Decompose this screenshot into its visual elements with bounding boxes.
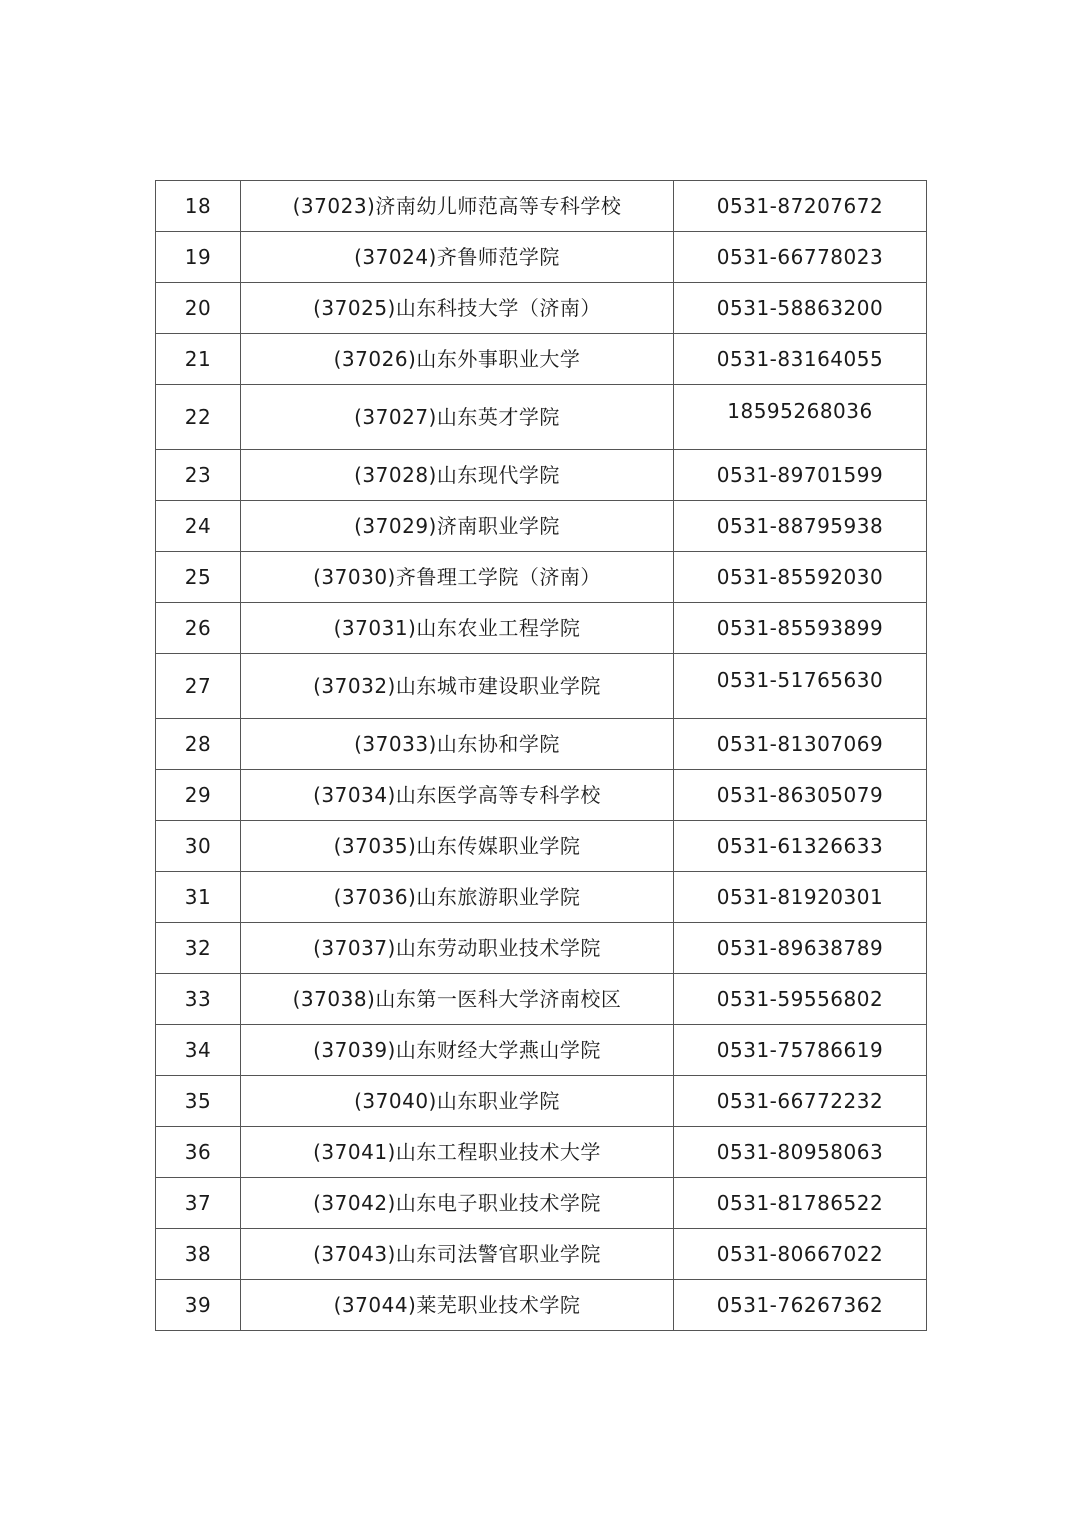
- row-index: 22: [156, 385, 241, 450]
- phone-number: 0531-86305079: [674, 770, 927, 821]
- table-row: [156, 719, 927, 770]
- table-row: [156, 1025, 927, 1076]
- school-name: (37041)山东工程职业技术大学: [241, 1127, 674, 1178]
- table-row: [156, 1178, 927, 1229]
- phone-number: 0531-81786522: [674, 1178, 927, 1229]
- phone-number: 0531-66778023: [674, 232, 927, 283]
- row-index: 28: [156, 719, 241, 770]
- phone-number: 0531-81307069: [674, 719, 927, 770]
- phone-number: 0531-51765630: [674, 654, 927, 719]
- table-row: [156, 1127, 927, 1178]
- table-row: [156, 1280, 927, 1331]
- table-row: [156, 334, 927, 385]
- school-contact-table: [155, 180, 927, 1331]
- school-name: (37025)山东科技大学（济南）: [241, 283, 674, 334]
- table-row: [156, 1229, 927, 1280]
- phone-number: 0531-58863200: [674, 283, 927, 334]
- school-name: (37035)山东传媒职业学院: [241, 821, 674, 872]
- table-row: [156, 283, 927, 334]
- table-row: [156, 821, 927, 872]
- school-name: (37033)山东协和学院: [241, 719, 674, 770]
- row-index: 36: [156, 1127, 241, 1178]
- row-index: 33: [156, 974, 241, 1025]
- table-row: [156, 232, 927, 283]
- row-index: 23: [156, 450, 241, 501]
- table-row: [156, 552, 927, 603]
- phone-number: 0531-80667022: [674, 1229, 927, 1280]
- row-index: 24: [156, 501, 241, 552]
- table-row: [156, 654, 927, 719]
- row-index: 18: [156, 181, 241, 232]
- school-name: (37042)山东电子职业技术学院: [241, 1178, 674, 1229]
- school-name: (37036)山东旅游职业学院: [241, 872, 674, 923]
- phone-number: 0531-80958063: [674, 1127, 927, 1178]
- row-index: 27: [156, 654, 241, 719]
- table-row: [156, 770, 927, 821]
- table-row: [156, 923, 927, 974]
- table-row: [156, 181, 927, 232]
- table-row: [156, 450, 927, 501]
- row-index: 30: [156, 821, 241, 872]
- row-index: 34: [156, 1025, 241, 1076]
- row-index: 20: [156, 283, 241, 334]
- school-name: (37039)山东财经大学燕山学院: [241, 1025, 674, 1076]
- row-index: 21: [156, 334, 241, 385]
- phone-number: 0531-89701599: [674, 450, 927, 501]
- table-row: [156, 385, 927, 450]
- school-name: (37031)山东农业工程学院: [241, 603, 674, 654]
- phone-number: 0531-75786619: [674, 1025, 927, 1076]
- phone-number: 0531-66772232: [674, 1076, 927, 1127]
- phone-number: 0531-85593899: [674, 603, 927, 654]
- school-name: (37038)山东第一医科大学济南校区: [241, 974, 674, 1025]
- school-name: (37034)山东医学高等专科学校: [241, 770, 674, 821]
- table-row: [156, 872, 927, 923]
- school-name: (37043)山东司法警官职业学院: [241, 1229, 674, 1280]
- row-index: 29: [156, 770, 241, 821]
- school-name: (37024)齐鲁师范学院: [241, 232, 674, 283]
- table-row: [156, 974, 927, 1025]
- row-index: 19: [156, 232, 241, 283]
- phone-number: 0531-88795938: [674, 501, 927, 552]
- row-index: 37: [156, 1178, 241, 1229]
- phone-number: 0531-89638789: [674, 923, 927, 974]
- school-name: (37037)山东劳动职业技术学院: [241, 923, 674, 974]
- table-row: [156, 1076, 927, 1127]
- row-index: 32: [156, 923, 241, 974]
- school-name: (37029)济南职业学院: [241, 501, 674, 552]
- row-index: 39: [156, 1280, 241, 1331]
- phone-number: 18595268036: [674, 385, 927, 450]
- school-name: (37040)山东职业学院: [241, 1076, 674, 1127]
- table-row: [156, 603, 927, 654]
- phone-number: 0531-87207672: [674, 181, 927, 232]
- phone-number: 0531-59556802: [674, 974, 927, 1025]
- row-index: 35: [156, 1076, 241, 1127]
- school-name: (37026)山东外事职业大学: [241, 334, 674, 385]
- row-index: 25: [156, 552, 241, 603]
- school-name: (37027)山东英才学院: [241, 385, 674, 450]
- phone-number: 0531-81920301: [674, 872, 927, 923]
- phone-number: 0531-61326633: [674, 821, 927, 872]
- school-name: (37032)山东城市建设职业学院: [241, 654, 674, 719]
- row-index: 26: [156, 603, 241, 654]
- school-name: (37044)莱芜职业技术学院: [241, 1280, 674, 1331]
- phone-number: 0531-83164055: [674, 334, 927, 385]
- school-name: (37028)山东现代学院: [241, 450, 674, 501]
- school-name: (37030)齐鲁理工学院（济南）: [241, 552, 674, 603]
- row-index: 38: [156, 1229, 241, 1280]
- row-index: 31: [156, 872, 241, 923]
- phone-number: 0531-85592030: [674, 552, 927, 603]
- phone-number: 0531-76267362: [674, 1280, 927, 1331]
- table-row: [156, 501, 927, 552]
- school-name: (37023)济南幼儿师范高等专科学校: [241, 181, 674, 232]
